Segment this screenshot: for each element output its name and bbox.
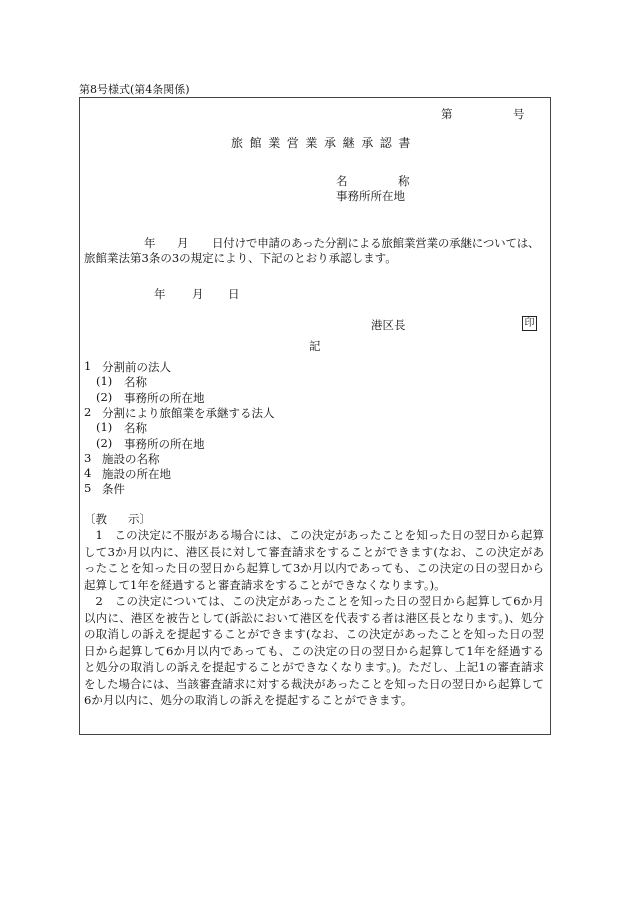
list-item-number: 3 <box>84 450 92 465</box>
list-item-label: 名称 <box>124 421 147 436</box>
list-item-label: 条件 <box>102 482 125 497</box>
list-item-label: 名称 <box>124 375 147 390</box>
date-month: 月 <box>192 287 204 301</box>
notice-paragraph-1: 1 この決定に不服がある場合には、この決定があったことを知った日の翌日から起算して3か月以内に、港区長に対して審査請求をすることができます(なお、この決定があったことを知った日の翌日から起算して3か月以内であっても、この決定の日の翌日から起算して1年を経過すると審査請求をすることができなくなります。)。 <box>84 528 544 592</box>
document-title: 旅館業営業承継承認書 <box>231 136 418 150</box>
list-item-number: 1 <box>84 359 92 373</box>
body-line-1: 日付けで申請のあった分割による旅館業営業の承継については、 <box>212 236 540 250</box>
list-item-number: 5 <box>84 481 92 496</box>
date-day: 日 <box>228 287 240 301</box>
body-month: 月 <box>177 236 189 250</box>
list-item-number: (1) <box>96 374 113 389</box>
list-item-label: 事務所の所在地 <box>124 436 205 451</box>
ki-heading: 記 <box>309 339 321 353</box>
body-year: 年 <box>144 236 156 250</box>
list-item-number: (1) <box>96 420 113 435</box>
list-item-label: 事務所の所在地 <box>124 390 205 405</box>
issuer-title: 港区長 <box>371 318 406 332</box>
notice-heading-open: 〔教 <box>84 512 107 526</box>
list-item-label: 分割前の法人 <box>102 360 171 374</box>
list-item-label: 施設の所在地 <box>102 467 171 482</box>
list-item-number: (2) <box>96 435 113 450</box>
recipient-name-a: 名 <box>336 174 348 188</box>
number-suffix: 号 <box>513 107 525 121</box>
list-item-label: 施設の名称 <box>102 451 160 466</box>
notice-heading-close: 示〕 <box>128 512 151 526</box>
form-label: 第8号様式(第4条関係) <box>79 83 190 96</box>
number-prefix: 第 <box>441 107 453 121</box>
list-item-number: (2) <box>96 389 113 404</box>
list-item-label: 分割により旅館業を承継する法人 <box>102 405 275 420</box>
seal-stamp: 印 <box>522 316 537 331</box>
recipient-address: 事務所所在地 <box>336 189 405 203</box>
recipient-name-b: 称 <box>398 174 410 188</box>
date-year: 年 <box>154 287 166 301</box>
list-item-number: 2 <box>84 404 92 419</box>
list-item-number: 4 <box>84 466 92 481</box>
body-line-2: 旅館業法第3条の3の規定により、下記のとおり承認します。 <box>84 251 397 265</box>
notice-paragraph-2: 2 この決定については、この決定があったことを知った日の翌日から起算して6か月以内に、港区を被告として(訴訟において港区を代表する者は港区長となります。)、処分の取消しの訴えを提起することができます(なお、この決定があったことを知った日の翌日から起算して6か月以内であっても、この決定の日の翌日から起算して1年を経過すると処分の取消しの訴えを提起することができなくなります。)。ただし、上記1の審査請求をした場合には、当該審査請求に対する裁決があったことを知った日の翌日から起算して6か月以内に、処分の取消しの訴えを提起することができます。 <box>84 594 544 707</box>
